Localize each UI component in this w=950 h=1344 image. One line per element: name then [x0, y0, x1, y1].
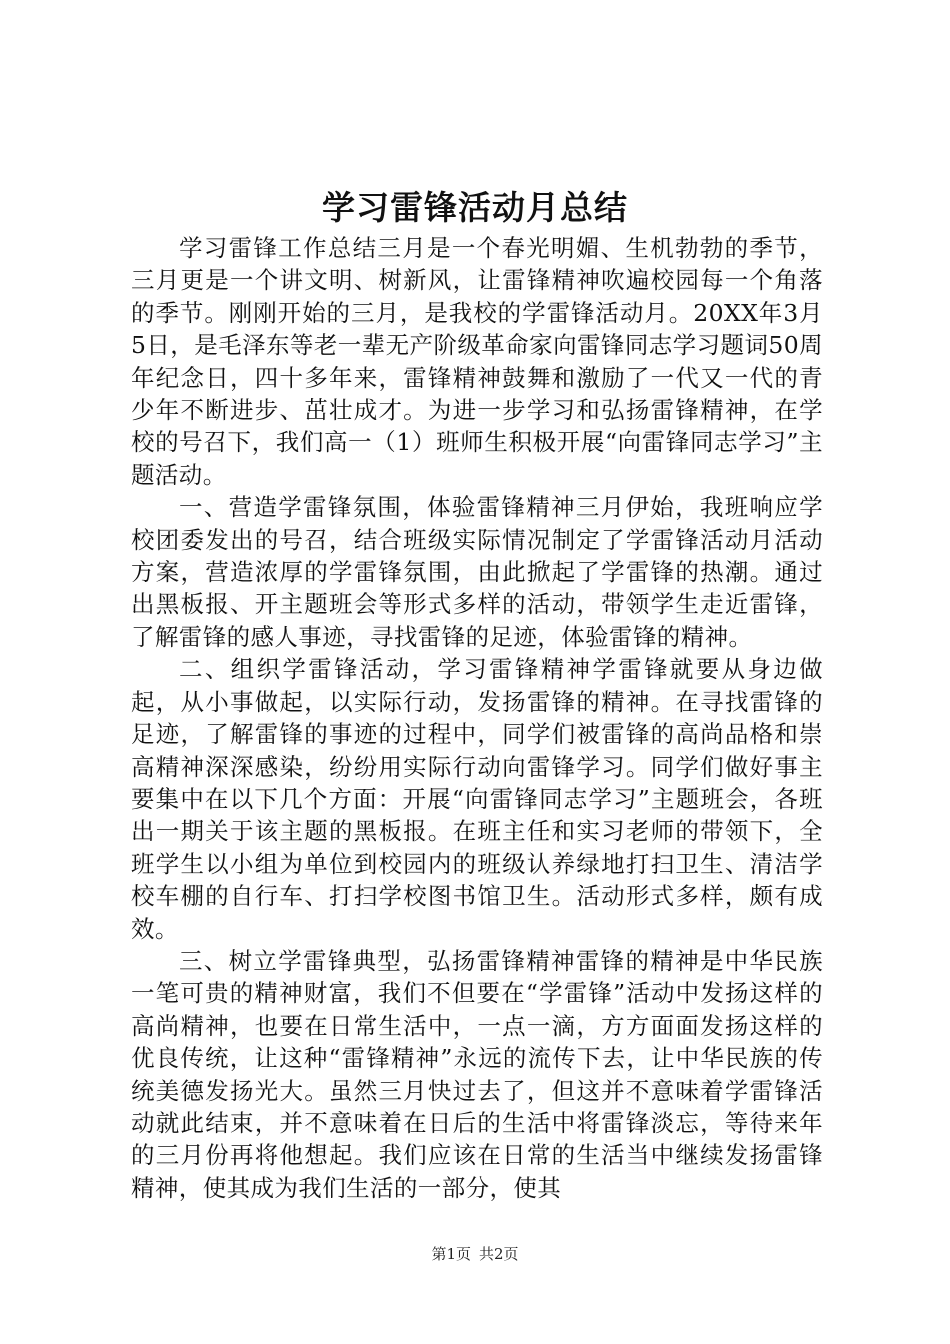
paragraph-section-one: 一、营造学雷锋氛围，体验雷锋精神三月伊始，我班响应学校团委发出的号召，结合班级实际情况制定了学雷锋活动月活动方案，营造浓厚的学雷锋氛围，由此掀起了学雷锋的热潮。通过出黑板报、开主题班会等形式多样的活动，带领学生走近雷锋，了解雷锋的感人事迹，寻找雷锋的足迹，体验雷锋的精神。 [131, 493, 823, 651]
page-number-current: 第1页 [431, 1245, 471, 1263]
paragraph-section-two: 二、组织学雷锋活动，学习雷锋精神学雷锋就要从身边做起，从小事做起，以实际行动，发扬雷锋的精神。在寻找雷锋的足迹，了解雷锋的事迹的过程中，同学们被雷锋的高尚品格和崇高精神深深感染，纷纷用实际行动向雷锋学习。同学们做好事主要集中在以下几个方面：开展“向雷锋同志学习”主题班会，各班出一期关于该主题的黑板报。在班主任和实习老师的带领下，全班学生以小组为单位到校园内的班级认养绿地打扫卫生、清洁学校车棚的自行车、打扫学校图书馆卫生。活动形式多样，颇有成效。 [131, 655, 823, 943]
document-body [131, 232, 823, 1204]
page-footer [0, 1244, 950, 1264]
document-title: 学习雷锋活动月总结 [322, 188, 628, 227]
page-number-total: 共2页 [479, 1245, 519, 1263]
paragraph-intro: 学习雷锋工作总结三月是一个春光明媚、生机勃勃的季节，三月更是一个讲文明、树新风，让雷锋精神吹遍校园每一个角落的季节。刚刚开始的三月，是我校的学雷锋活动月。20XX年3月5日，是毛泽东等老一辈无产阶级革命家向雷锋同志学习题词50周年纪念日，四十多年来，雷锋精神鼓舞和激励了一代又一代的青少年不断进步、茁壮成才。为进一步学习和弘扬雷锋精神，在学校的号召下，我们高一（1）班师生积极开展“向雷锋同志学习”主题活动。 [131, 234, 823, 489]
paragraph-section-three: 三、树立学雷锋典型，弘扬雷锋精神雷锋的精神是中华民族一笔可贵的精神财富，我们不但要在“学雷锋”活动中发扬这样的高尚精神，也要在日常生活中，一点一滴，方方面面发扬这样的优良传统，让这种“雷锋精神”永远的流传下去，让中华民族的传统美德发扬光大。虽然三月快过去了，但这并不意味着学雷锋活动就此结束，并不意味着在日后的生活中将雷锋淡忘，等待来年的三月份再将他想起。我们应该在日常的生活当中继续发扬雷锋精神，使其成为我们生活的一部分，使其 [131, 946, 823, 1202]
